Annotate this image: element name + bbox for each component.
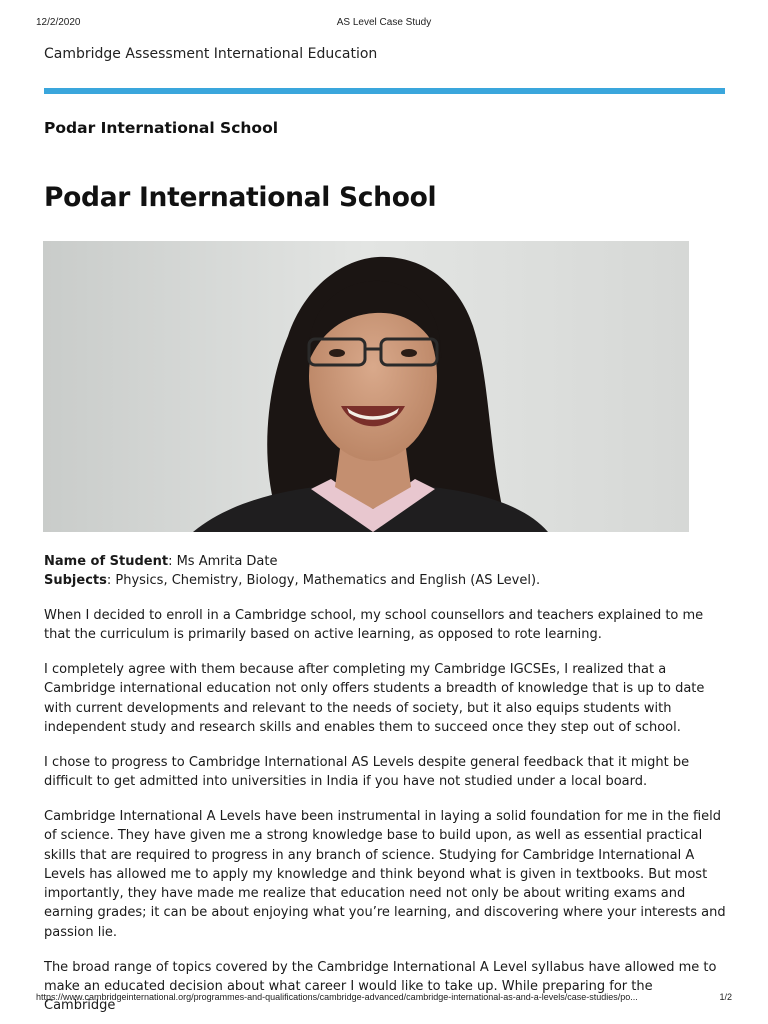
print-title: AS Level Case Study [336, 17, 432, 28]
body-paragraph: I completely agree with them because after completing my Cambridge IGCSEs, I realized that a Cambridge international education not only offers students a breadth of knowledge that is up to date with current developments and relevant to the needs of society, but it also equips students with independent study and research skills and enables them to succeed once they step out of school. [44, 662, 705, 736]
student-name-label: Name of Student [44, 554, 169, 569]
site-title: Podar International School [44, 119, 279, 137]
body-paragraph: When I decided to enroll in a Cambridge school, my school counsellors and teachers explained to me that the curriculum is primarily based on active learning, as opposed to rote learning. [44, 608, 704, 643]
print-date: 12/2/2020 [36, 17, 81, 28]
print-header [36, 17, 732, 31]
print-page-number: 1/2 [719, 992, 732, 1002]
student-details [44, 552, 727, 591]
article-body [44, 552, 727, 1024]
brand-accent-rule [44, 88, 725, 94]
body-paragraph: The broad range of topics covered by the Cambridge International A Level syllabus have allowed me to make an educated decision about what career I would like to take up. While preparing for the Cambridge [44, 959, 717, 1014]
student-name-line [44, 552, 727, 571]
student-subjects-label: Subjects [44, 573, 107, 589]
print-url: https://www.cambridgeinternational.org/programmes-and-qualifications/cambridge-advanced/cambridge-international-as-and-a-levels/case-studies/po... [36, 992, 638, 1002]
page-heading: Podar International School [44, 182, 437, 213]
body-paragraph: I chose to progress to Cambridge International AS Levels despite general feedback that it might be difficult to get admitted into universities in India if you have not studied under a local board. [44, 754, 690, 790]
student-subjects-value: : Physics, Chemistry, Biology, Mathematics and English (AS Level). [106, 573, 541, 589]
student-subjects-line [44, 571, 727, 590]
student-name-value: : Ms Amrita Date [168, 554, 278, 569]
student-portrait-photo [43, 241, 689, 532]
body-paragraph: Cambridge International A Levels have been instrumental in laying a solid foundation for me in the field of science. They have given me a strong knowledge base to build upon, as well as essential practical skills that are required to progress in any branch of science. Studying for Cambridge International A Levels has allowed me to apply my knowledge and think beyond what is given in textbooks. But most importantly, they have made me realize that education need not only be about writing exams and earning grades; it can be about enjoying what you’re learning, and discovering where your interests and passion lie. [44, 808, 726, 940]
org-name-link[interactable]: Cambridge Assessment International Education [44, 46, 378, 62]
print-footer [36, 992, 732, 1006]
